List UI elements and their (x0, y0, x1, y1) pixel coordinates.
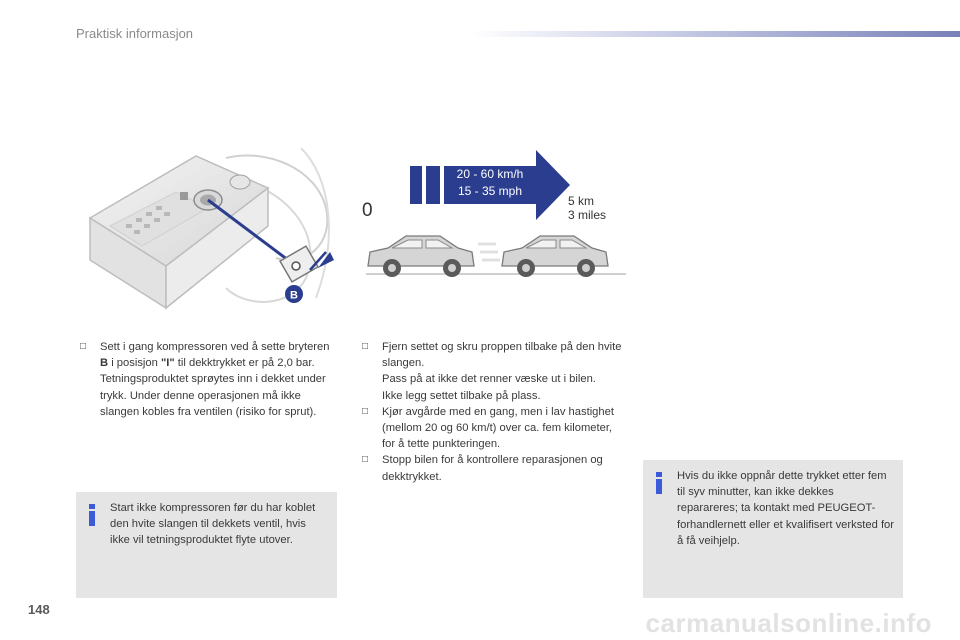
page-number: 148 (28, 602, 50, 617)
distance-miles: 3 miles (568, 208, 607, 222)
car-rear-icon (368, 236, 474, 277)
car-front-icon (502, 236, 608, 277)
switch-position: "I" (160, 357, 175, 370)
switch-letter: B (100, 357, 109, 370)
step-stop-check: □ Stopp bilen for å kontrollere reparasjonen og dekktrykket. (362, 454, 603, 483)
checkbox-square-icon: □ (362, 454, 369, 466)
info-box-pressure (643, 460, 903, 598)
checkbox-square-icon: □ (362, 341, 369, 352)
checkbox-square-icon: □ (80, 341, 87, 352)
callout-b-label: B (290, 289, 298, 302)
middle-instructions (358, 339, 628, 485)
left-instructions (76, 339, 338, 420)
checkbox-square-icon: □ (362, 405, 369, 417)
info-box-warning (76, 492, 337, 598)
step-drive-away: □ Kjør avgårde med en gang, men i lav hastighet (mellom 20 og 60 km/t) over ca. fem kilometer, for å tette punkteringen. (362, 405, 614, 451)
distance-label (568, 194, 606, 222)
header-gradient-bar (470, 31, 960, 37)
speed-mph: 15 - 35 mph (457, 184, 523, 198)
watermark: carmanualsonline.info (645, 608, 932, 638)
info-icon (655, 472, 663, 494)
speed-range-label (444, 166, 536, 204)
section-title: Praktisk informasjon (76, 26, 194, 41)
compressor-illustration (76, 148, 338, 312)
step-text: Sett i gang kompressoren ved å sette bryteren B i posisjon "I" til dekktrykket er på 2,0 bar. (100, 341, 330, 370)
info-icon (88, 504, 96, 526)
step-note: Tetningsproduktet sprøytes inn i dekket under trykk. Under denne operasjonen må ikke slangen kobles fra ventilen (risiko for sprut). (100, 373, 326, 418)
step-start-compressor (76, 339, 338, 420)
speed-kmh: 20 - 60 km/h (456, 167, 524, 181)
step-remove-kit: □ Fjern settet og skru proppen tilbake på den hvite slangen. Pass på at ikke det renner væske ut i bilen. Ikke legg settet tilbake på plass. (362, 341, 622, 402)
info-text: Start ikke kompressoren før du har koblet den hvite slangen til dekkets ventil, hvis ikke vil tetningsproduktet flyte utover. (110, 502, 316, 547)
distance-km: 5 km (568, 194, 595, 208)
start-distance-label: 0 (362, 200, 373, 221)
compressor-drawing (76, 148, 338, 312)
info-text: Hvis du ikke oppnår dette trykket etter fem til syv minutter, kan ikke dekkes reparareres; ta kontakt med PEUGEOT-forhandlernett eller et kvalifisert verksted for å få veihjelp. (677, 470, 895, 547)
speed-illustration (358, 148, 628, 288)
